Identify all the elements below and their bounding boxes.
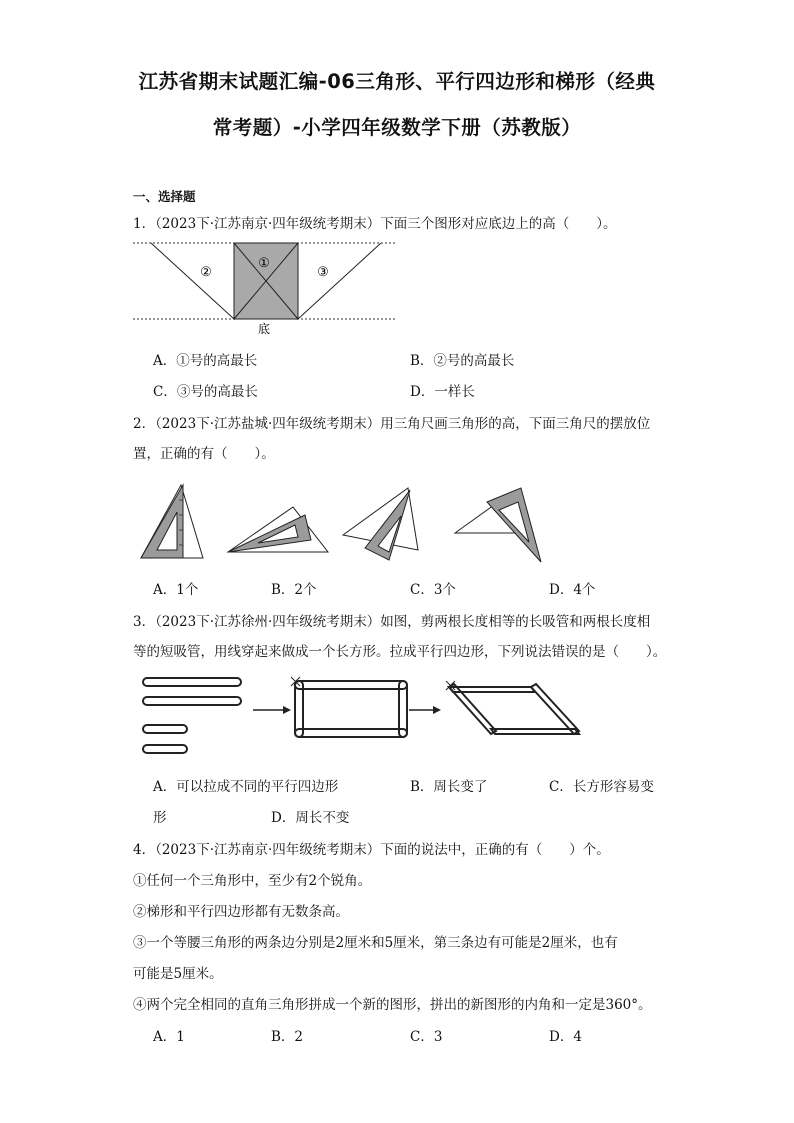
q2-text-line2: 置，正确的有（ ）。 (133, 446, 275, 462)
q1-label-three: ③ (317, 265, 329, 280)
q3-short-straw-1 (143, 725, 187, 733)
q1-option-b[interactable]: B．②号的高最长 (410, 353, 515, 369)
q4-statement-1: ①任何一个三角形中，至少有2个锐角。 (133, 873, 372, 889)
q1-figure (133, 238, 397, 334)
q2-figure-2 (228, 507, 328, 552)
q2-figure-1 (141, 485, 203, 558)
q2-figure-3 (343, 488, 418, 560)
q4-statement-2: ②梯形和平行四边形都有无数条高。 (133, 904, 349, 920)
q3-text-line2: 等的短吸管，用线穿起来做成一个长方形。拉成平行四边形，下列说法错误的是（ ）。 (133, 644, 667, 660)
q3-long-straw-2 (143, 697, 241, 705)
q3-long-straw-1 (143, 678, 241, 686)
q2-figures (133, 480, 563, 565)
q2-figure-4 (455, 488, 541, 562)
q2-option-d[interactable]: D．4个 (549, 582, 596, 598)
q3-option-c[interactable]: C．长方形容易变 (549, 779, 654, 795)
q4-statement-3-continued: 可能是5厘米。 (133, 966, 223, 982)
q3-short-straw-2 (143, 745, 187, 753)
q3-rectangle-frame (295, 681, 407, 737)
q4-statement-4: ④两个完全相同的直角三角形拼成一个新的图形，拼出的新图形的内角和一定是360°。 (133, 997, 652, 1013)
q4-option-a[interactable]: A．1 (153, 1029, 185, 1045)
section-heading: 一、选择题 (133, 189, 196, 204)
q1-option-d[interactable]: D．一样长 (410, 384, 475, 400)
q3-figure (133, 668, 593, 768)
q4-statement-3: ③一个等腰三角形的两条边分别是2厘米和5厘米，第三条边有可能是2厘米，也有 (133, 935, 618, 951)
q1-label-base: 底 (257, 322, 271, 336)
q3-text-line1: 3．（2023下·江苏徐州·四年级统考期末）如图，剪两根长度相等的长吸管和两根长度相 (133, 614, 651, 630)
q3-parallelogram-frame (449, 684, 579, 734)
q2-option-c[interactable]: C．3个 (410, 582, 456, 598)
document-title-line1: 江苏省期末试题汇编-06三角形、平行四边形和梯形（经典 (138, 70, 656, 93)
document-title-line2: 常考题）-小学四年级数学下册（苏教版） (212, 116, 582, 139)
q3-option-b[interactable]: B．周长变了 (410, 779, 488, 795)
q4-option-b[interactable]: B．2 (271, 1029, 304, 1045)
q2-option-b[interactable]: B．2个 (271, 582, 317, 598)
q3-option-d[interactable]: D．周长不变 (271, 810, 350, 826)
q4-option-c[interactable]: C．3 (410, 1029, 443, 1045)
q2-text-line1: 2．（2023下·江苏盐城·四年级统考期末）用三角尺画三角形的高，下面三角尺的摆放位 (133, 416, 651, 432)
q1-option-a[interactable]: A．①号的高最长 (153, 353, 258, 369)
q3-option-a[interactable]: A．可以拉成不同的平行四边形 (153, 779, 339, 795)
q1-text: 1．（2023下·江苏南京·四年级统考期末）下面三个图形对应底边上的高（ ）。 (133, 216, 617, 232)
q1-label-two: ② (200, 265, 212, 280)
q2-option-a[interactable]: A．1个 (153, 582, 199, 598)
q4-text: 4．（2023下·江苏南京·四年级统考期末）下面的说法中，正确的有（ ）个。 (133, 842, 610, 858)
q4-option-d[interactable]: D．4 (549, 1029, 582, 1045)
q1-label-one: ① (258, 256, 270, 271)
q1-option-c[interactable]: C．③号的高最长 (153, 384, 258, 400)
q3-option-c-continued: 形 (153, 810, 167, 826)
